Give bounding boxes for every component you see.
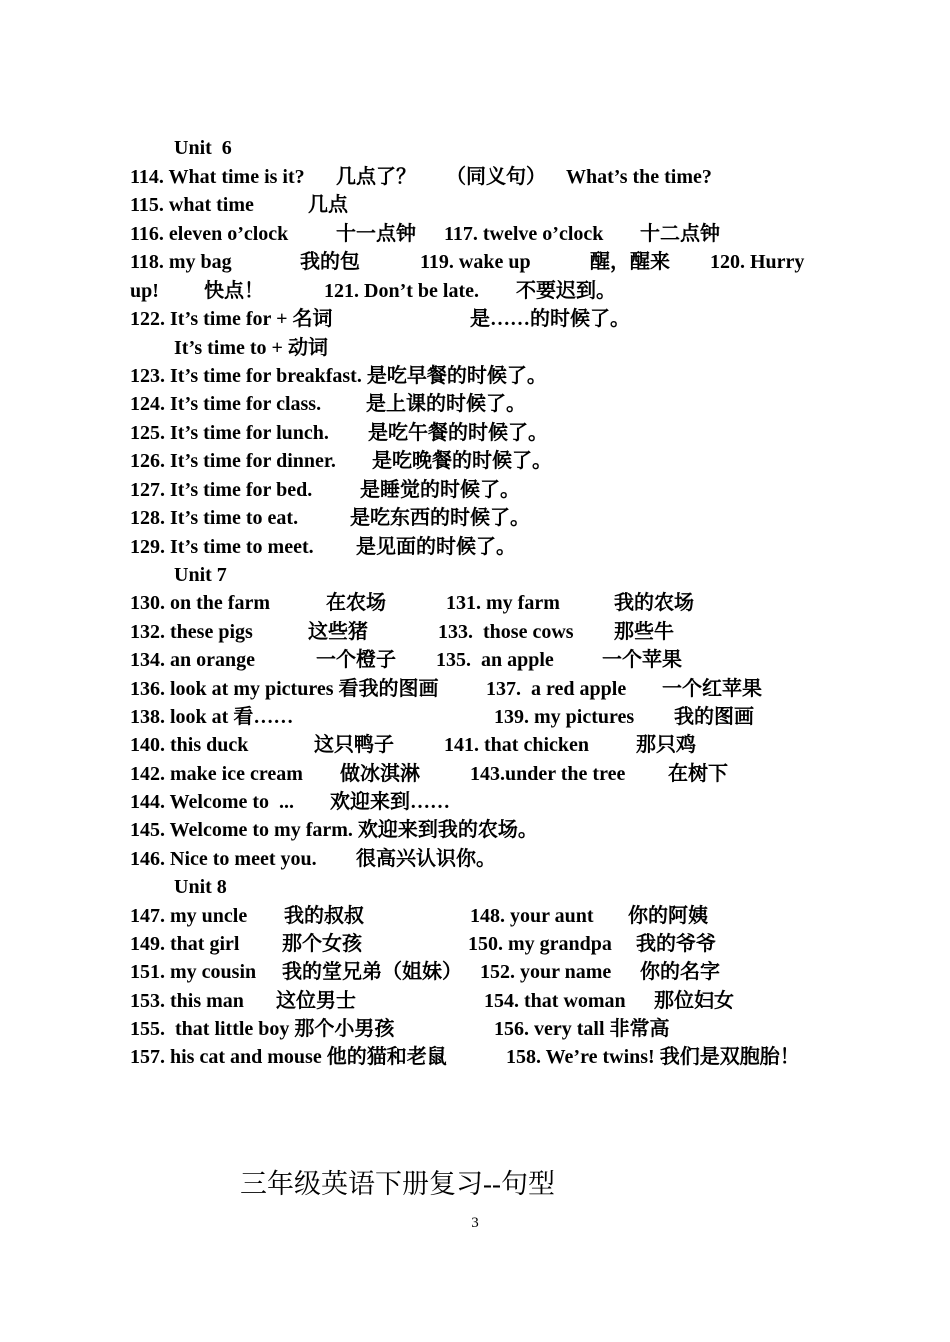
vocab-english: What’s the time? (566, 166, 712, 188)
vocab-chinese: 那个女孩 (282, 933, 362, 955)
vocab-line-145: 145. Welcome to my farm. 欢迎来到我的农场。 (130, 819, 538, 841)
vocab-chinese: 我的图画 (674, 706, 754, 728)
vocab-english: 119. wake up (420, 251, 531, 273)
vocab-english: 141. that chicken (444, 734, 589, 756)
vocab-line-136 (130, 677, 830, 701)
vocab-line-142 (130, 762, 830, 786)
vocab-line-138 (130, 705, 830, 729)
vocab-line-115 (130, 193, 830, 217)
vocab-line-127 (130, 478, 830, 502)
vocab-line-155 (130, 1017, 830, 1041)
vocab-chinese: 醒，醒来 (590, 251, 670, 273)
vocab-line-140 (130, 733, 830, 757)
vocab-english: up! (130, 280, 159, 302)
vocab-chinese: 我的叔叔 (284, 905, 364, 927)
vocab-chinese: 几点 (308, 194, 348, 216)
vocab-chinese: 是见面的时候了。 (356, 536, 516, 558)
unit-6-title: Unit 6 (174, 137, 232, 159)
vocab-english: 136. look at my pictures 看我的图画 (130, 678, 439, 700)
vocab-line-122 (130, 307, 830, 331)
vocab-chinese: 你的名字 (640, 961, 720, 983)
vocab-chinese: 那只鸡 (636, 734, 696, 756)
vocab-english: 128. It’s time to eat. (130, 507, 299, 529)
vocab-line-120-cont (130, 279, 830, 303)
vocab-english: 127. It’s time for bed. (130, 479, 313, 501)
page-number: 3 (471, 1215, 479, 1231)
vocab-english: 148. your aunt (470, 905, 594, 927)
vocab-english: 150. my grandpa (468, 933, 612, 955)
vocab-line-144 (130, 790, 830, 814)
vocab-chinese: 是吃午餐的时候了。 (368, 422, 548, 444)
vocab-english: 147. my uncle (130, 905, 248, 927)
vocab-chinese: 十一点钟 (336, 223, 416, 245)
vocab-chinese: 做冰淇淋 (340, 763, 420, 785)
vocab-chinese: 这位男士 (276, 990, 356, 1012)
vocab-chinese: 一个红苹果 (662, 678, 762, 700)
vocab-chinese: 很高兴认识你。 (356, 848, 496, 870)
vocab-chinese: 是……的时候了。 (470, 308, 630, 330)
vocab-chinese: 欢迎来到…… (330, 791, 450, 813)
vocab-chinese: 这只鸭子 (314, 734, 394, 756)
vocab-line-118 (130, 250, 830, 274)
vocab-line-123: 123. It’s time for breakfast. 是吃早餐的时候了。 (130, 365, 547, 387)
vocab-english: 122. It’s time for + 名词 (130, 308, 333, 330)
vocab-english: 132. these pigs (130, 621, 253, 643)
vocab-line-128 (130, 506, 830, 530)
vocab-english: 126. It’s time for dinner. (130, 450, 336, 472)
vocab-chinese: 我的堂兄弟（姐妹） (282, 961, 462, 983)
vocab-line-151 (130, 960, 830, 984)
vocab-line-114 (130, 165, 830, 189)
vocab-english: 133. those cows (438, 621, 574, 643)
vocab-line-157 (130, 1045, 830, 1069)
vocab-chinese: 一个苹果 (602, 649, 682, 671)
vocab-chinese: 在农场 (326, 592, 386, 614)
vocab-english: 124. It’s time for class. (130, 393, 322, 415)
vocab-english: 118. my bag (130, 251, 232, 273)
vocab-english: 121. Don’t be late. (324, 280, 479, 302)
unit-7-title: Unit 7 (174, 564, 227, 586)
vocab-line-124 (130, 392, 830, 416)
vocab-chinese: 是上课的时候了。 (366, 393, 526, 415)
vocab-english: 120. Hurry (710, 251, 805, 273)
vocab-chinese: 你的阿姨 (628, 905, 708, 927)
vocab-english: 153. this man (130, 990, 244, 1012)
vocab-english: 131. my farm (446, 592, 560, 614)
vocab-chinese: 是吃东西的时候了。 (350, 507, 530, 529)
vocab-english: 116. eleven o’clock (130, 223, 289, 245)
vocab-english: 152. your name (480, 961, 612, 983)
vocab-english: 134. an orange (130, 649, 255, 671)
vocab-line-146 (130, 847, 830, 871)
vocab-line-129 (130, 535, 830, 559)
vocab-line-149 (130, 932, 830, 956)
vocab-line-132 (130, 620, 830, 644)
vocab-line-126 (130, 449, 830, 473)
vocab-chinese: 我的包 (300, 251, 360, 273)
vocab-english: 154. that woman (484, 990, 626, 1012)
vocab-english: 144. Welcome to ... (130, 791, 295, 813)
vocab-english: 142. make ice cream (130, 763, 303, 785)
vocab-chinese: 十二点钟 (640, 223, 720, 245)
vocab-line-125 (130, 421, 830, 445)
vocab-english: 137. a red apple (486, 678, 627, 700)
vocab-line-130 (130, 591, 830, 615)
vocab-chinese: 那位妇女 (654, 990, 734, 1012)
vocab-line-134 (130, 648, 830, 672)
vocab-chinese: 不要迟到。 (516, 280, 616, 302)
vocab-english: 158. We’re twins! 我们是双胞胎！ (506, 1046, 800, 1068)
vocab-chinese: 一个橙子 (316, 649, 396, 671)
vocab-english: 138. look at 看…… (130, 706, 294, 728)
vocab-chinese: 是吃晚餐的时候了。 (372, 450, 552, 472)
vocab-english: 129. It’s time to meet. (130, 536, 314, 558)
vocab-chinese: 这些猪 (308, 621, 368, 643)
vocab-chinese: 我的农场 (614, 592, 694, 614)
vocab-english: 155. that little boy 那个小男孩 (130, 1018, 395, 1040)
vocab-line-147 (130, 904, 830, 928)
vocab-english: 115. what time (130, 194, 254, 216)
section-heading: 三年级英语下册复习--句型 (240, 1169, 555, 1199)
vocab-english: 135. an apple (436, 649, 554, 671)
vocab-english: 114. What time is it? (130, 166, 305, 188)
vocab-chinese: 在树下 (668, 763, 728, 785)
vocab-english: 149. that girl (130, 933, 240, 955)
vocab-english: 130. on the farm (130, 592, 270, 614)
vocab-english: 156. very tall 非常高 (494, 1018, 670, 1040)
vocab-english: 157. his cat and mouse 他的猫和老鼠 (130, 1046, 447, 1068)
vocab-chinese: 几点了？ (336, 166, 416, 188)
unit-8-title: Unit 8 (174, 876, 227, 898)
vocab-english: 143.under the tree (470, 763, 626, 785)
vocab-line-122-cont: It’s time to + 动词 (174, 337, 328, 359)
vocab-chinese: 那些牛 (614, 621, 674, 643)
vocab-english: 139. my pictures (494, 706, 635, 728)
vocab-line-153 (130, 989, 830, 1013)
vocab-chinese: 我的爷爷 (636, 933, 716, 955)
vocab-chinese: 是睡觉的时候了。 (360, 479, 520, 501)
vocab-english: 151. my cousin (130, 961, 257, 983)
vocab-line-116 (130, 222, 830, 246)
vocab-chinese: 快点！ (204, 280, 264, 302)
vocab-english: 140. this duck (130, 734, 249, 756)
vocab-note: （同义句） (446, 166, 546, 188)
vocab-english: 117. twelve o’clock (444, 223, 604, 245)
vocab-english: 125. It’s time for lunch. (130, 422, 329, 444)
vocab-english: 146. Nice to meet you. (130, 848, 317, 870)
